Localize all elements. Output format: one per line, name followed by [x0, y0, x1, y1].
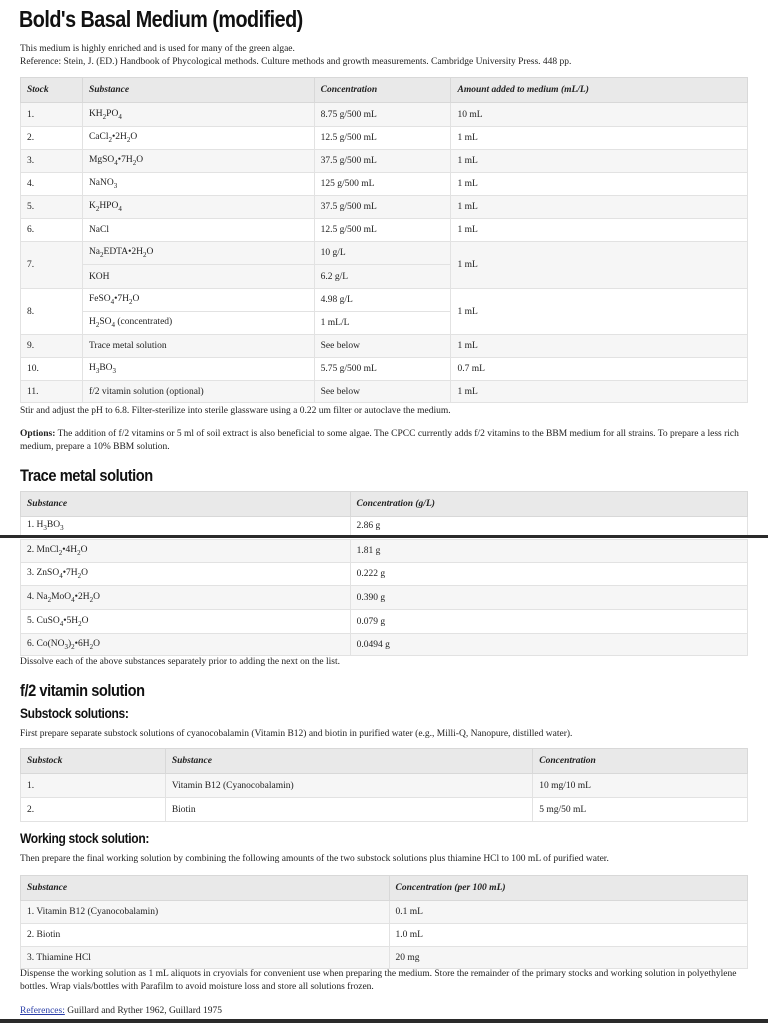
stock-number: 7.: [21, 242, 83, 289]
table-row: [21, 358, 748, 381]
stock-number: 8.: [21, 289, 83, 335]
substance-name: 1. Vitamin B12 (Cyanocobalamin): [21, 901, 390, 924]
table-row: [21, 381, 748, 403]
concentration: 5.75 g/500 mL: [314, 358, 451, 381]
table-row: [21, 901, 748, 924]
concentration: 5 mg/50 mL: [533, 798, 748, 822]
table-row: [21, 196, 748, 219]
page-title: Bold's Basal Medium (modified): [19, 6, 303, 32]
substance-name: NaCl: [82, 219, 314, 242]
substock-number: 1.: [21, 774, 166, 798]
concentration: 37.5 g/500 mL: [314, 196, 451, 219]
concentration: 0.079 g: [350, 610, 747, 634]
amount: 1 mL: [451, 289, 748, 335]
substance-name: f/2 vitamin solution (optional): [82, 381, 314, 403]
concentration: 0.222 g: [350, 563, 747, 586]
table-row: [21, 103, 748, 127]
substock-heading: Substock solutions:: [20, 705, 129, 721]
amount: 0.7 mL: [451, 358, 748, 381]
table-row: [21, 335, 748, 358]
substock-intro: First prepare separate substock solutions of cyanocobalamin (Vitamin B12) and biotin in purified water (e.g., Milli-Q, Nanopure, distilled water).: [20, 729, 573, 739]
header-substock: Substock: [21, 749, 166, 774]
substance-name: $H_2SO_4$ (concentrated): [82, 312, 314, 335]
concentration: 10 mg/10 mL: [533, 774, 748, 798]
header-concentration: Concentration: [314, 78, 451, 103]
substance-name: $K_2HPO_4$: [82, 196, 314, 219]
stock-number: 11.: [21, 381, 83, 403]
stock-number: 4.: [21, 173, 83, 196]
vitamin-heading: f/2 vitamin solution: [20, 681, 145, 700]
references-text: Guillard and Ryther 1962, Guillard 1975: [67, 1006, 222, 1016]
substance-name: KOH: [82, 265, 314, 289]
bottom-edge-bar: [0, 1019, 768, 1023]
table-row: [21, 798, 748, 822]
amount: 1 mL: [451, 335, 748, 358]
working-heading: Working stock solution:: [20, 830, 149, 846]
substance-name: 3. $ZnSO_4•7H_2O$: [21, 563, 351, 586]
stir-note: Stir and adjust the pH to 6.8. Filter-sterilize into sterile glassware using a 0.22 um filter or autoclave the medium.: [20, 406, 451, 416]
bbm-stock-table: [20, 77, 748, 403]
table-row: [21, 150, 748, 173]
table-row: [21, 774, 748, 798]
concentration: 0.390 g: [350, 586, 747, 610]
table-row: [21, 173, 748, 196]
table-row: [21, 924, 748, 947]
concentration: See below: [314, 335, 451, 358]
stock-number: 1.: [21, 103, 83, 127]
trace-metal-table-top: [20, 491, 748, 536]
header-substance: Substance: [82, 78, 314, 103]
concentration: 125 g/500 mL: [314, 173, 451, 196]
options-label: Options:: [20, 429, 56, 439]
substance-name: $H_3BO_3$: [82, 358, 314, 381]
concentration: 1.0 mL: [389, 924, 748, 947]
concentration: 0.0494 g: [350, 634, 747, 656]
substance-name: 1. $H_3BO_3$: [21, 517, 351, 536]
concentration: 8.75 g/500 mL: [314, 103, 451, 127]
table-row: [21, 127, 748, 150]
amount: 10 mL: [451, 103, 748, 127]
substance-name: $CaCl_2•2H_2O$: [82, 127, 314, 150]
substance-name: $KH_2PO_4$: [82, 103, 314, 127]
substock-number: 2.: [21, 798, 166, 822]
concentration: 2.86 g: [350, 517, 747, 536]
concentration: 10 g/L: [314, 242, 451, 265]
references-line: [20, 1005, 222, 1018]
reference-line: Reference: Stein, J. (ED.) Handbook of Phycological methods. Culture methods and growth measurements. Cambridge University Press. 448 pp.: [20, 57, 572, 67]
table-row: [21, 610, 748, 634]
options-text: The addition of f/2 vitamins or 5 ml of soil extract is also beneficial to some algae. The CPCC currently adds f/2 vitamins to the BBM medium for all strains. To prepare a less rich medium, prepare a 10% BBM solution.: [20, 429, 739, 452]
intro-text: This medium is highly enriched and is used for many of the green algae.: [20, 44, 295, 54]
concentration: 0.1 mL: [389, 901, 748, 924]
substance-name: Biotin: [165, 798, 532, 822]
table-row: [21, 563, 748, 586]
concentration: 1.81 g: [350, 540, 747, 563]
concentration: 4.98 g/L: [314, 289, 451, 312]
references-link[interactable]: References:: [20, 1006, 65, 1016]
table-row: [21, 242, 748, 265]
substance-name: 2. Biotin: [21, 924, 390, 947]
trace-note: Dissolve each of the above substances separately prior to adding the next on the list.: [20, 657, 341, 667]
concentration: 20 mg: [389, 947, 748, 969]
header-substance: Substance: [21, 492, 351, 517]
table-row: [21, 540, 748, 563]
header-substance: Substance: [21, 876, 390, 901]
amount: 1 mL: [451, 173, 748, 196]
table-row: [21, 219, 748, 242]
substance-name: 4. $Na_2MoO_4•2H_2O$: [21, 586, 351, 610]
stock-number: 2.: [21, 127, 83, 150]
header-concentration: Concentration (per 100 mL): [389, 876, 748, 901]
stock-number: 5.: [21, 196, 83, 219]
substance-name: 3. Thiamine HCl: [21, 947, 390, 969]
amount: 1 mL: [451, 242, 748, 289]
substance-name: Trace metal solution: [82, 335, 314, 358]
concentration: 12.5 g/500 mL: [314, 219, 451, 242]
amount: 1 mL: [451, 381, 748, 403]
table-row: [21, 289, 748, 312]
stock-number: 3.: [21, 150, 83, 173]
substance-name: 6. $Co(NO_3)_2•6H_2O$: [21, 634, 351, 656]
working-intro: Then prepare the final working solution by combining the following amounts of the two substock solutions plus thiamine HCl to 100 mL of purified water.: [20, 854, 609, 864]
amount: 1 mL: [451, 196, 748, 219]
table-row: [21, 586, 748, 610]
concentration: 37.5 g/500 mL: [314, 150, 451, 173]
amount: 1 mL: [451, 127, 748, 150]
dispense-note: Dispense the working solution as 1 mL aliquots in cryovials for convenient use when preparing the medium. Store the remainder of the primary stocks and working solution in polyethylene bottles. Wrap vials/bottles with Parafilm to avoid moisture loss and store all solutions frozen.: [20, 969, 737, 992]
substock-table: [20, 748, 748, 822]
concentration: 6.2 g/L: [314, 265, 451, 289]
options-paragraph: [20, 428, 750, 454]
header-amount: Amount added to medium (mL/L): [451, 78, 748, 103]
header-substance: Substance: [165, 749, 532, 774]
table-row: [21, 947, 748, 969]
trace-metal-heading: Trace metal solution: [20, 466, 153, 485]
trace-metal-table-bottom: [20, 539, 748, 656]
substance-name: NaNO$_3$: [82, 173, 314, 196]
stock-number: 9.: [21, 335, 83, 358]
concentration: 1 mL/L: [314, 312, 451, 335]
substance-name: $Na_2EDTA•2H_2O$: [82, 242, 314, 265]
substance-name: 5. $CuSO_4•5H_2O$: [21, 610, 351, 634]
working-stock-table: [20, 875, 748, 969]
table-row: [21, 634, 748, 656]
header-concentration: Concentration: [533, 749, 748, 774]
substance-name: 2. $MnCl_2•4H_2O$: [21, 540, 351, 563]
amount: 1 mL: [451, 150, 748, 173]
header-concentration: Concentration (g/L): [350, 492, 747, 517]
substance-name: Vitamin B12 (Cyanocobalamin): [165, 774, 532, 798]
substance-name: $MgSO_4•7H_2O$: [82, 150, 314, 173]
screenshot-seam: [0, 535, 768, 538]
stock-number: 10.: [21, 358, 83, 381]
amount: 1 mL: [451, 219, 748, 242]
substance-name: $FeSO_4•7H_2O$: [82, 289, 314, 312]
stock-number: 6.: [21, 219, 83, 242]
concentration: 12.5 g/500 mL: [314, 127, 451, 150]
table-row: [21, 517, 748, 536]
header-stock: Stock: [21, 78, 83, 103]
concentration: See below: [314, 381, 451, 403]
